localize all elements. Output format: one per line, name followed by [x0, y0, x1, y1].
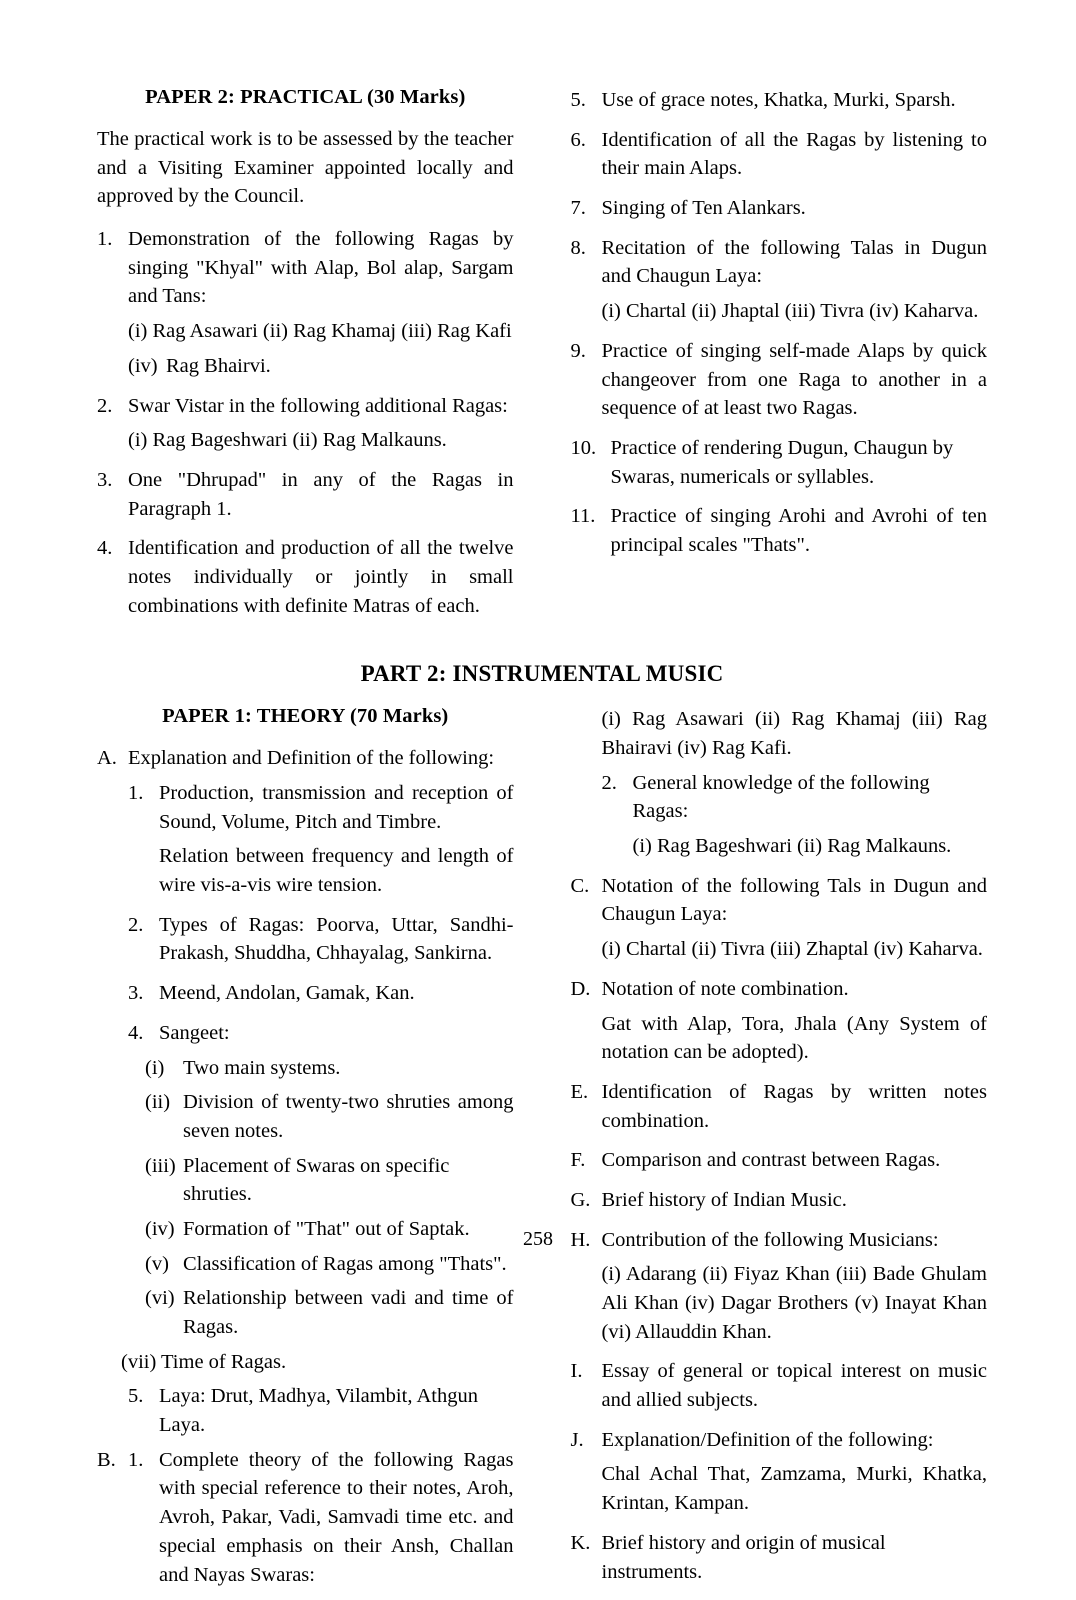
paper2-heading: PAPER 2: PRACTICAL (30 Marks)	[145, 86, 466, 108]
list-item-text: Explanation/Definition of the following:	[601, 1428, 934, 1451]
b1-raga-list	[571, 705, 988, 762]
list-marker: 11.	[570, 505, 596, 528]
list-item-text: Identification and production of all the twelve notes individually or jointly in small combinations with definite Matras of each.	[128, 537, 514, 617]
paper2-left-column	[97, 86, 514, 631]
list-item-text: Recitation of the following Talas in Dugun and Chaugun Laya:	[601, 236, 987, 288]
list-item-text: Singing of Ten Alankars.	[601, 197, 806, 220]
list-item-text: Production, transmission and reception of Sound, Volume, Pitch and Timbre.	[159, 782, 514, 833]
list-marker: H.	[570, 1228, 591, 1251]
list-marker: 9.	[570, 339, 586, 362]
list-item-subtext: (i) Chartal (ii) Tivra (iii) Zhaptal (iv) Kaharva.	[601, 938, 983, 961]
list-marker: F.	[570, 1149, 586, 1172]
list-item-d	[571, 975, 988, 1004]
list-item-text: Demonstration of the following Ragas by singing "Khyal" with Alap, Bol alap, Sargam and Tans:	[128, 228, 514, 308]
list-item-sub	[571, 297, 988, 326]
paper2-intro-paragraph: The practical work is to be assessed by the teacher and a Visiting Examiner appointed locally and approved by the Council.	[97, 128, 514, 208]
part2-title: PART 2: INSTRUMENTAL MUSIC	[360, 661, 724, 687]
list-marker: E.	[570, 1080, 589, 1103]
list-item-i	[571, 1357, 988, 1414]
a1-extra-text: Relation between frequency and length of wire vis-a-vis wire tension.	[159, 845, 514, 897]
list-item-text: Swar Vistar in the following additional Ragas:	[128, 394, 508, 417]
list-marker: G.	[570, 1188, 591, 1211]
list-item-text: Two main systems.	[183, 1056, 341, 1079]
list-marker: 3.	[97, 468, 113, 491]
list-item-text: Explanation and Definition of the following:	[128, 747, 495, 770]
list-item-c	[571, 872, 988, 929]
list-item-sub	[571, 1260, 988, 1346]
roman-list-item	[97, 1250, 514, 1279]
list-item	[571, 502, 988, 559]
list-item-sub	[571, 1010, 988, 1067]
list-item-text: Types of Ragas: Poorva, Uttar, Sandhi-Prakash, Shuddha, Chhayalag, Sankirna.	[159, 913, 514, 965]
list-item	[97, 979, 514, 1008]
list-item	[97, 1019, 514, 1048]
list-item-text: Formation of "That" out of Saptak.	[183, 1217, 470, 1240]
list-item-text: Contribution of the following Musicians:	[601, 1228, 939, 1251]
list-item	[97, 534, 514, 620]
list-marker: A.	[97, 747, 117, 770]
list-marker: 8.	[570, 236, 586, 259]
list-marker: 5.	[570, 89, 586, 111]
list-item-text: Laya: Drut, Madhya, Vilambit, Athgun Laya.	[159, 1385, 478, 1437]
list-item	[571, 194, 988, 223]
list-item-sub	[97, 426, 514, 455]
paper2-right-column	[571, 86, 988, 631]
list-marker: C.	[570, 874, 590, 897]
paper1-heading: PAPER 1: THEORY (70 Marks)	[162, 705, 449, 728]
roman-list-item	[97, 1284, 514, 1341]
tala-list: (i) Chartal (ii) Jhaptal (iii) Tivra (iv) Kaharva.	[601, 300, 979, 323]
part2-left-column	[97, 705, 514, 1600]
list-item-sub	[571, 935, 988, 964]
list-item-text: Essay of general or topical interest on music and allied subjects.	[601, 1360, 987, 1412]
list-item	[571, 434, 988, 491]
list-item-text: Classification of Ragas among "Thats".	[183, 1252, 507, 1275]
list-item-text: One "Dhrupad" in any of the Ragas in Paragraph 1.	[128, 468, 514, 520]
list-item-text: Sangeet:	[159, 1021, 230, 1044]
b1-raga-text: (i) Rag Asawari (ii) Rag Khamaj (iii) Rag Bhairavi (iv) Rag Kafi.	[601, 708, 987, 759]
list-item	[571, 86, 988, 115]
list-item-j	[571, 1426, 988, 1455]
list-item-text: Placement of Swaras on specific shruties.	[183, 1154, 450, 1206]
list-marker: J.	[570, 1428, 584, 1451]
list-marker: 1.	[97, 228, 113, 251]
list-item	[97, 779, 514, 836]
list-item-text: Brief history of Indian Music.	[601, 1188, 847, 1211]
list-marker: (iii)	[145, 1154, 176, 1177]
list-item-text: Identification of all the Ragas by listening to their main Alaps.	[601, 128, 987, 180]
list-marker: (i)	[145, 1056, 165, 1079]
list-marker: 2.	[97, 394, 113, 417]
list-item-g	[571, 1186, 988, 1215]
list-item-text: Meend, Andolan, Gamak, Kan.	[159, 982, 415, 1005]
list-sub-marker: 1.	[128, 1448, 144, 1471]
list-item	[571, 234, 988, 291]
list-item	[97, 466, 514, 523]
list-marker: 3.	[128, 982, 144, 1005]
list-marker: 1.	[128, 782, 144, 804]
list-item-text: Practice of rendering Dugun, Chaugun by Swaras, numericals or syllables.	[610, 436, 954, 488]
list-item	[97, 1382, 514, 1439]
list-item-text: Practice of singing Arohi and Avrohi of ten principal scales "Thats".	[610, 505, 987, 556]
roman-list-item	[97, 1088, 514, 1145]
raga-list-item2: (i) Rag Bageshwari (ii) Rag Malkauns.	[128, 429, 447, 452]
list-marker: (vii)	[121, 1350, 157, 1373]
roman-list-item	[97, 1152, 514, 1209]
list-item-f	[571, 1146, 988, 1175]
list-marker: B.	[97, 1448, 116, 1471]
list-item-subtext: Chal Achal That, Zamzama, Murki, Khatka, Krintan, Kampan.	[601, 1463, 987, 1515]
list-item-sub	[571, 1460, 988, 1517]
list-item-text: Notation of the following Tals in Dugun and Chaugun Laya:	[601, 874, 987, 926]
list-marker: (v)	[145, 1252, 169, 1275]
list-item-text: Use of grace notes, Khatka, Murki, Sparsh.	[601, 89, 956, 111]
list-item	[97, 911, 514, 968]
list-marker: 4.	[97, 537, 113, 560]
list-item-sub	[97, 317, 514, 346]
list-item-subtext: Gat with Alap, Tora, Jhala (Any System of notation can be adopted).	[601, 1012, 987, 1064]
list-marker: K.	[570, 1531, 591, 1554]
list-marker: 5.	[128, 1385, 144, 1408]
list-item-text: Brief history and origin of musical instruments.	[601, 1531, 886, 1583]
list-marker: (iv)	[128, 354, 158, 377]
list-marker: 6.	[570, 128, 586, 151]
list-item	[571, 126, 988, 183]
list-item-text: Notation of note combination.	[601, 977, 849, 1000]
list-item-sub	[97, 352, 514, 381]
b2-raga-list	[571, 832, 988, 861]
list-item-e	[571, 1078, 988, 1135]
list-item-continuation	[97, 842, 514, 899]
part2-columns	[97, 705, 987, 1600]
list-item-k	[571, 1529, 988, 1586]
list-item-b	[97, 1446, 514, 1589]
list-item-text: Time of Ragas.	[161, 1350, 287, 1373]
list-marker: D.	[570, 977, 591, 1000]
paper2-columns	[97, 86, 987, 631]
list-item	[97, 225, 514, 311]
b2-raga-text: (i) Rag Bageshwari (ii) Rag Malkauns.	[632, 835, 952, 858]
list-item-a	[97, 744, 514, 773]
list-marker: (vi)	[145, 1287, 175, 1310]
list-marker: 7.	[570, 197, 586, 220]
list-marker: 2.	[128, 913, 144, 936]
list-marker: 4.	[128, 1021, 144, 1044]
list-item-text: Practice of singing self-made Alaps by quick changeover from one Raga to another in a sequence of at least two Ragas.	[601, 339, 987, 420]
list-item-text: Relationship between vadi and time of Ragas.	[183, 1287, 514, 1338]
list-marker: 10.	[570, 436, 597, 459]
list-item	[571, 337, 988, 423]
list-marker: 2.	[601, 771, 617, 794]
list-marker: (iv)	[145, 1217, 175, 1240]
roman-list-item	[97, 1054, 514, 1083]
page-number: 258	[523, 1228, 553, 1250]
musicians-list: (i) Adarang (ii) Fiyaz Khan (iii) Bade Ghulam Ali Khan (iv) Dagar Brothers (v) Inayat Khan (vi) Allauddin Khan.	[601, 1263, 987, 1343]
list-item	[571, 769, 988, 826]
list-item-text: General knowledge of the following Ragas:	[632, 771, 930, 823]
part2-right-column	[571, 705, 988, 1600]
list-item	[97, 392, 514, 421]
list-item-text: Comparison and contrast between Ragas.	[601, 1149, 941, 1172]
list-marker: I.	[570, 1360, 583, 1383]
page-content	[97, 86, 987, 1600]
roman-list-item	[97, 1348, 514, 1377]
raga-list-line-1: (i) Rag Asawari (ii) Rag Khamaj (iii) Rag Kafi	[128, 320, 512, 343]
list-item-text: Complete theory of the following Ragas with special reference to their notes, Aroh, Avroh, Pakar, Vadi, Samvadi time etc. and special emphasis on their Ansh, Challan and Nayas Swaras:	[159, 1448, 514, 1586]
list-item-text: Division of twenty-two shruties among seven notes.	[183, 1091, 514, 1142]
list-item-text: Identification of Ragas by written notes combination.	[601, 1080, 987, 1132]
raga-list-line-2: Rag Bhairvi.	[166, 354, 271, 377]
list-marker: (ii)	[145, 1091, 171, 1114]
